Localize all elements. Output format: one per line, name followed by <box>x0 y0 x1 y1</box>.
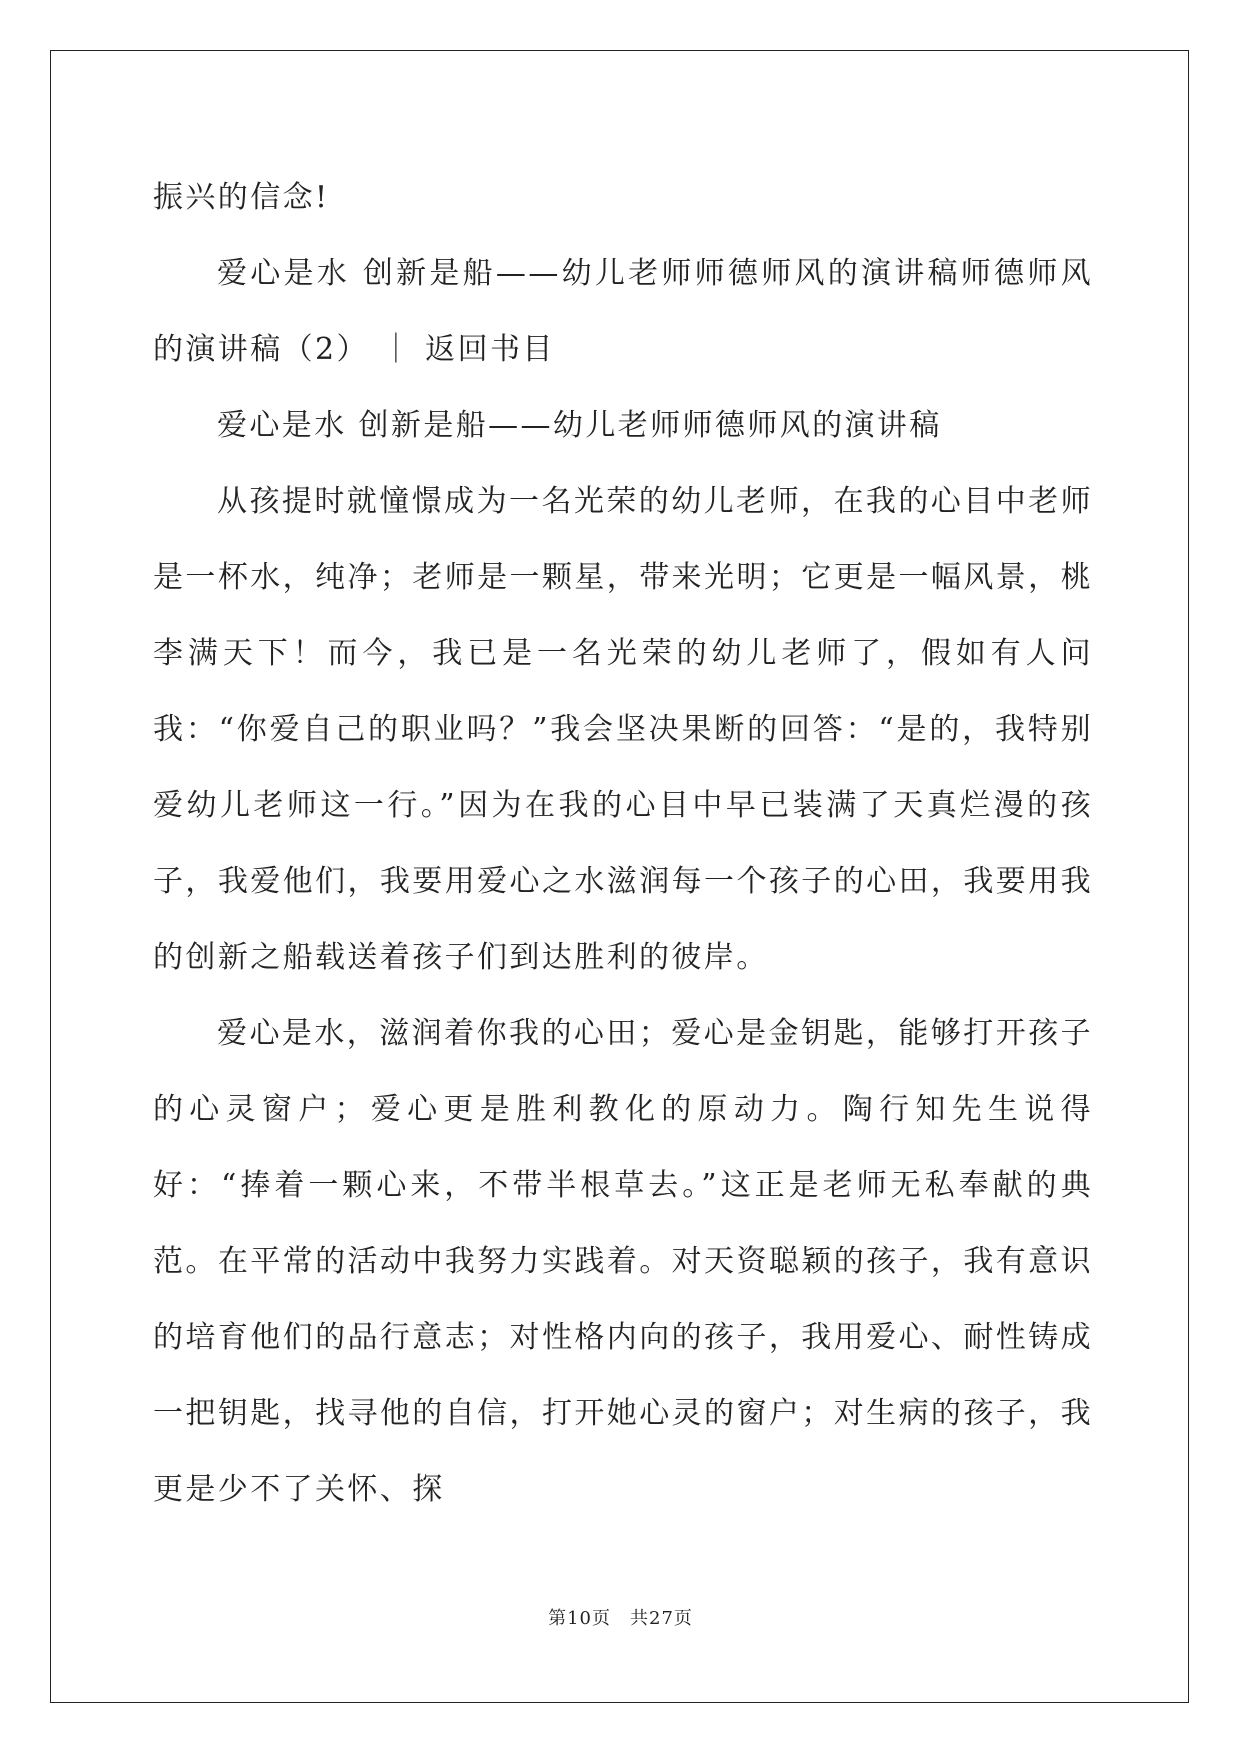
page-number-footer: 第10页 共27页 <box>548 1608 693 1629</box>
paragraph-4: 从孩提时就憧憬成为一名光荣的幼儿老师，在我的心目中老师是一杯水，纯净；老师是一颗星，带来光明；它更是一幅风景，桃李满天下！而今，我已是一名光荣的幼儿老师了，假如有人问我：“你爱自己的职业吗？”我会坚决果断的回答：“是的，我特别爱幼儿老师这一行。”因为在我的心目中早已装满了天真烂漫的孩子，我爱他们，我要用爱心之水滋润每一个孩子的心田，我要用我的创新之船载送着孩子们到达胜利的彼岸。 <box>153 484 1093 975</box>
paragraph-2-heading <box>153 236 1093 388</box>
document-body <box>153 160 1093 1528</box>
paragraph-5: 爱心是水，滋润着你我的心田；爱心是金钥匙，能够打开孩子的心灵窗户；爱心更是胜利教化的原动力。陶行知先生说得好：“捧着一颗心来，不带半根草去。”这正是老师无私奉献的典范。在平常的活动中我努力实践着。对天资聪颖的孩子，我有意识的培育他们的品行意志；对性格内向的孩子，我用爱心、耐性铸成一把钥匙，找寻他的自信，打开她心灵的窗户；对生病的孩子，我更是少不了关怀、探 <box>153 1016 1093 1507</box>
paragraph-3-title: 爱心是水 创新是船——幼儿老师师德师风的演讲稿 <box>217 408 942 443</box>
paragraph-1: 振兴的信念! <box>153 180 330 215</box>
back-to-contents-link[interactable]: 返回书目 <box>425 332 555 367</box>
heading-text: 爱心是水 创新是船——幼儿老师师德师风的演讲稿师德师风的演讲稿（2） ｜ <box>153 256 1093 367</box>
